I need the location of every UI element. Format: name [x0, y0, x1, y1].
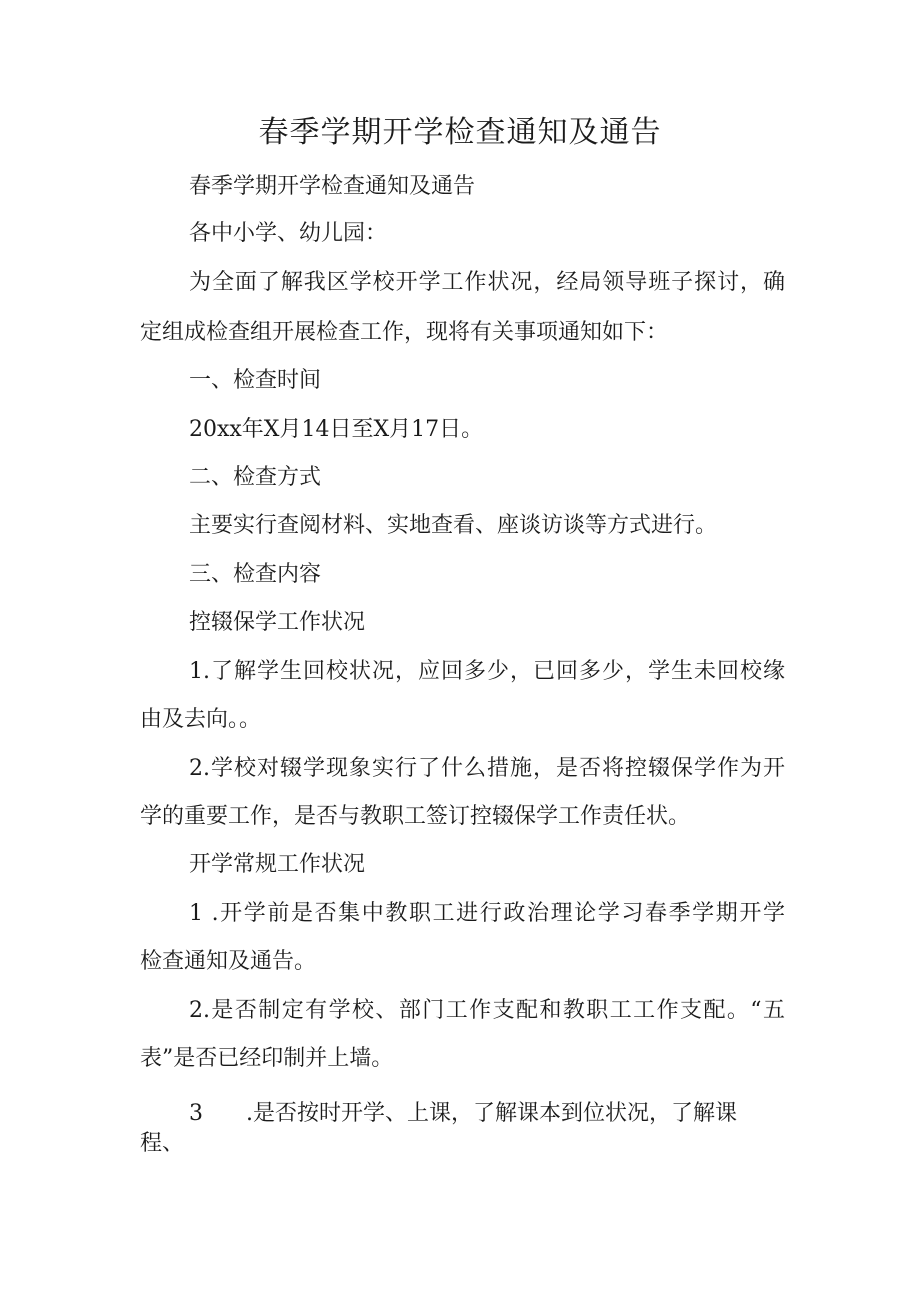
section-heading-time: 一、检查时间 — [189, 368, 322, 393]
section-heading-content: 三、检查内容 — [189, 562, 322, 587]
section-heading-method: 二、检查方式 — [189, 465, 322, 490]
dropout-item-1-line-1: 1.了解学生回校状况，应回多少，已回多少，学生未回校缘 — [189, 659, 785, 684]
dropout-item-2-line-1: 2.学校对辍学现象实行了什么措施，是否将控辍保学作为开 — [189, 756, 785, 781]
routine-item-3-line-2: 程、 — [140, 1131, 185, 1156]
section-text-time: 20xx年X月14日至X月17日。 — [189, 417, 484, 442]
document-subtitle: 春季学期开学检查通知及通告 — [189, 174, 476, 199]
subsection-heading-routine: 开学常规工作状况 — [189, 852, 366, 877]
routine-item-2-line-2: 表”是否已经印制并上墙。 — [140, 1046, 394, 1071]
salutation: 各中小学、幼儿园： — [189, 221, 388, 246]
section-text-method: 主要实行查阅材料、实地查看、座谈访谈等方式进行。 — [189, 513, 718, 538]
dropout-item-2-line-2: 学的重要工作，是否与教职工签订控辍保学工作责任状。 — [140, 804, 691, 829]
routine-item-1-line-2: 检查通知及通告。 — [140, 949, 317, 974]
intro-paragraph-line-2: 定组成检查组开展检查工作，现将有关事项通知如下： — [140, 320, 669, 345]
intro-paragraph-line-1: 为全面了解我区学校开学工作状况，经局领导班子探讨，确 — [189, 270, 785, 295]
routine-item-2-line-1: 2.是否制定有学校、部门工作支配和教职工工作支配。“五 — [189, 998, 785, 1023]
document-title: 春季学期开学检查通知及通告 — [258, 115, 662, 150]
dropout-item-1-line-2: 由及去向。。 — [140, 707, 262, 732]
routine-item-3-number: 3 — [189, 1101, 203, 1126]
subsection-heading-dropout: 控辍保学工作状况 — [189, 610, 366, 635]
routine-item-3-line-1: .是否按时开学、上课，了解课本到位状况，了解课 — [246, 1101, 737, 1126]
routine-item-1-line-1: 1 .开学前是否集中教职工进行政治理论学习春季学期开学 — [189, 901, 785, 926]
